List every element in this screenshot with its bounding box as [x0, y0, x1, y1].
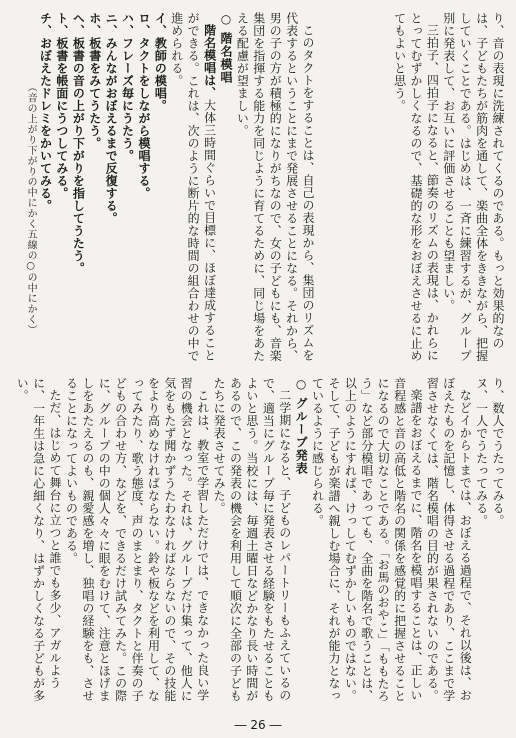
heading-text: グループ発表 — [294, 397, 309, 476]
paragraph — [168, 12, 217, 367]
heading-symbol: ○ — [218, 12, 233, 27]
paragraph: これは、教室で学習しただけでは、できなかった良い学習の機会となった。それは、グループだけ集って、他人に気をもたず聞かずうたわなければならないので、その技能をより高めなければならない。鈴や板などを利用して、なってみたり、歌う態度、声のまとまり、タクトと伴奏の子どもの合わせ方、などを、できるだけ試みてみた。この際に、グループの中の個人々々に眼をむけて、注意とほげましをあたえるのも、親愛感を増し、独唱の経験をも、させることになってよいものである。 — [64, 377, 210, 702]
heading-symbol: ○ — [294, 377, 309, 392]
list-item: ロ、タクトをしながら模唱する。 — [136, 12, 151, 200]
paragraph: などイからトまでは、おぼえる過程で、それ以後は、おぼえたものを記憶し、体得させる過程であり、ここまで学習させなくては、階名模唱の目的が果されないのである。 — [425, 377, 473, 702]
list-item: ハ、フレーズ毎にうたう。 — [120, 12, 135, 162]
paragraph: 三拍子、四拍子になると、節奏のリズムの表現は、かれらにとってむずかしくなるので、基礎的な形をおぼえさせるに止めてもよいと思う。 — [392, 12, 440, 362]
note-text: （音の上がり下がりの中にかく五線の○の中にかく） — [25, 82, 37, 335]
section-heading — [218, 12, 234, 367]
list-item: り、数人でうたってみる。 — [491, 377, 505, 527]
list-item: ヌ、一人でうたってみる。 — [474, 377, 489, 527]
paragraph: ただ、はじめて舞台に立つと誰でも多少、アガルように、一年生は急に心細くなり、はずかしくなる子どもが多い。 — [15, 377, 63, 702]
paragraph: り、音の表現に洗練されてくるのである。もっと効果的なのは、子どもたちが筋肉を通して、楽曲全体をききながら、把握していくことである。はじめは、一斉に練習するが、グループ別に発表して、お互いに評価させることも望ましい。 — [441, 12, 505, 362]
paragraph-text: 大体三時間ぐらいで目標に、ほぼ達成することができる。これは、次のように断片的な時間の組合わせの中で進められる。 — [169, 12, 217, 362]
list-item: ヘ、板書の音の上がり下がりを指してうたう。 — [71, 12, 86, 275]
list-item: ニ、みんながおぼえるまで反復する。 — [104, 12, 119, 225]
upper-text-block — [318, 12, 506, 367]
list-item: チ、おぼえたドレミをかいてみる。 — [38, 12, 53, 212]
upper-left-text-block — [22, 12, 316, 367]
list-item: ト、板書を帳面にうつしてみる。 — [54, 12, 69, 200]
page-number: ― 26 ― — [234, 718, 282, 732]
list-item: ホ、板書をみてうたう。 — [87, 12, 102, 150]
heading-text: 階名模唱 — [218, 32, 233, 85]
paragraph: 二学期になると、子どものレパートリーもふえているので、適当にグループ毎に発表させる経験をもたせることもよいと思う。当校には、毎週土曜日などかなり長い時間があるので、この発表の機会を利用して順次に全部の子どもたちに発表させてみた。 — [212, 377, 292, 702]
paragraph: このタクトをすることは、自己の表現から、集団のリズムを代表するということにまで発展させることになる。それから、男の子の方が積極的になりがちなので、女の子どもにも、音楽集団を指揮する能力を同じように育てるために、同じ場をあたえる配慮が望ましい。 — [235, 12, 315, 362]
lower-text-block — [15, 377, 506, 712]
list-item: イ、教師の模唱。 — [153, 12, 168, 112]
section-heading — [293, 377, 309, 712]
bold-lead: 階名模唱は、 — [202, 24, 217, 99]
paragraph: 楽譜をおぼえるまでに、階名を模唱することは、正しい音程感と音の高低と階名の関係を感覚的に把握させることになるので大切なことである。「お馬のおやこ」「ももたろう」など部分模唱であっても、全曲を階名で歌うことは、以上のようにすれば、けっしてむずかしいものではない。そして、子どもが楽譜へ親しむ場合に、それが能力となっているように感じられる。 — [310, 377, 423, 703]
